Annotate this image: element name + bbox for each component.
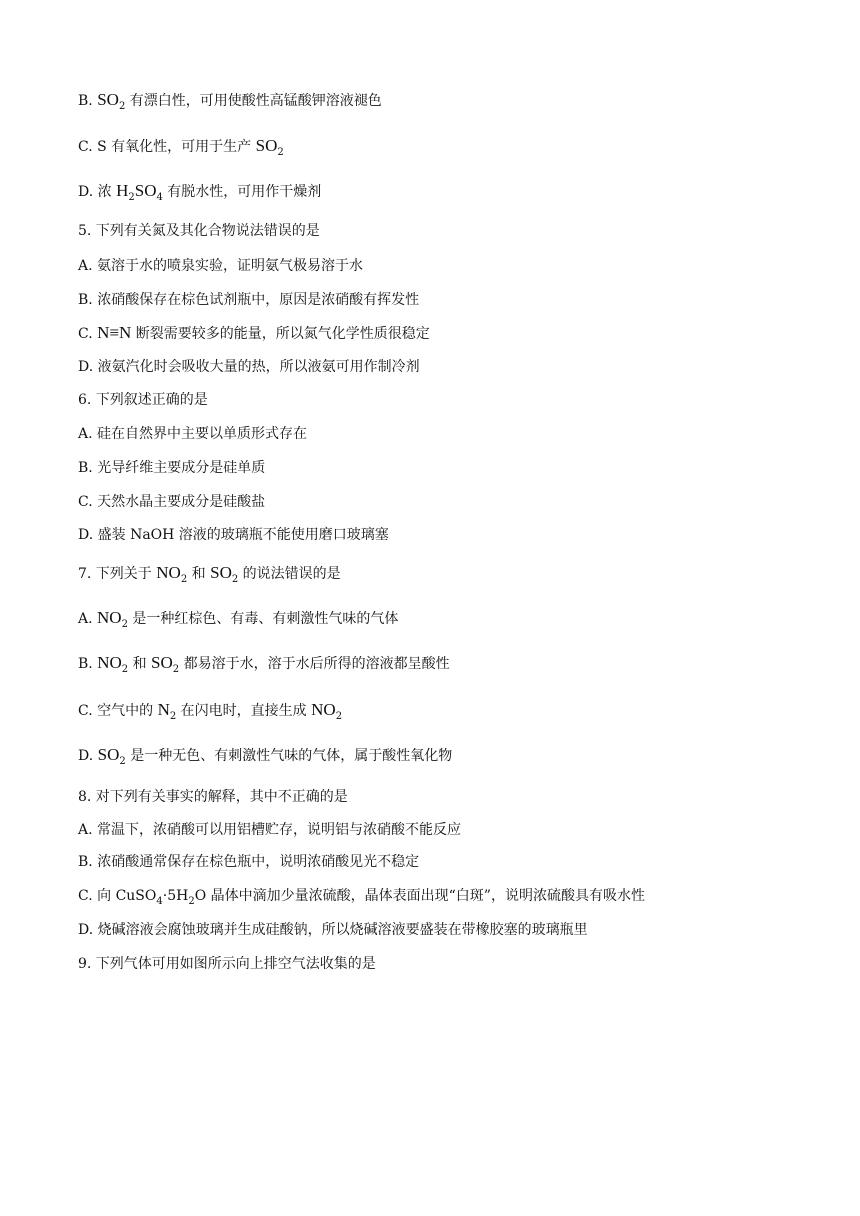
text-segment: 都易溶于水，溶于水后所得的溶液都呈酸性	[179, 656, 450, 672]
option-4c	[78, 136, 284, 157]
formula-text: NO	[97, 653, 122, 672]
formula-text: SO	[97, 745, 120, 764]
text-segment: 9. 下列气体可用如图所示向上排空气法收集的是	[78, 956, 376, 972]
option-6a	[78, 424, 307, 444]
option-8a	[78, 820, 461, 840]
option-5b	[78, 290, 419, 310]
question-9	[78, 954, 376, 974]
subscript: 2	[180, 574, 188, 585]
option-7d	[78, 745, 452, 766]
text-segment: C. 空气中的	[78, 703, 158, 719]
option-6d	[78, 525, 389, 545]
text-segment: 5. 下列有关氮及其化合物说法错误的是	[78, 223, 320, 239]
option-6c	[78, 492, 265, 512]
formula-text: SO	[255, 136, 278, 155]
formula-text: H	[116, 181, 129, 200]
text-segment: B. 光导纤维主要成分是硅单质	[78, 460, 266, 476]
text-segment: 在闪电时，直接生成	[176, 703, 312, 719]
formula-text: SO	[134, 181, 157, 200]
text-segment: C. 向 CuSO	[78, 888, 157, 904]
text-segment: D. 浓	[78, 184, 117, 200]
text-segment: 和	[187, 566, 211, 582]
option-4b	[78, 90, 382, 111]
question-7	[78, 563, 341, 584]
subscript: 2	[231, 574, 239, 585]
subscript: 2	[119, 756, 126, 767]
text-segment: 是一种红棕色、有毒、有刺激性气味的气体	[127, 611, 399, 627]
text-segment: 有漂白性，可用使酸性高锰酸钾溶液褪色	[125, 93, 382, 109]
text-segment: 和	[128, 656, 152, 672]
subscript: 4	[156, 192, 163, 203]
formula-text: SO	[210, 563, 232, 582]
text-segment: A. 氨溶于水的喷泉实验，证明氨气极易溶于水	[78, 258, 364, 274]
text-segment: D. 烧碱溶液会腐蚀玻璃并生成硅酸钠，所以烧碱溶液要盛装在带橡胶塞的玻璃瓶里	[78, 922, 588, 938]
question-8	[78, 787, 348, 807]
text-segment: C. 天然水晶主要成分是硅酸盐	[78, 494, 266, 510]
text-segment: ·5H	[162, 888, 189, 904]
text-segment: O 晶体中滴加少量浓硫酸，晶体表面出现“白斑”，说明浓硫酸具有吸水性	[194, 888, 645, 904]
option-7b	[78, 653, 450, 674]
option-7a	[78, 608, 398, 629]
option-6b	[78, 458, 265, 478]
text-segment: A. 硅在自然界中主要以单质形式存在	[78, 426, 308, 442]
text-segment: C. S 有氧化性，可用于生产	[78, 139, 256, 155]
option-8b	[78, 852, 419, 872]
formula-text: SO	[151, 653, 173, 672]
question-5	[78, 221, 320, 241]
text-segment: 7. 下列关于	[78, 566, 157, 582]
text-segment: B.	[78, 656, 98, 672]
text-segment: 8. 对下列有关事实的解释，其中不正确的是	[78, 789, 348, 805]
text-segment: 有脱水性，可用作干燥剂	[162, 184, 322, 200]
text-segment: B. 浓硝酸通常保存在棕色瓶中，说明浓硝酸见光不稳定	[78, 854, 420, 870]
text-segment: D.	[78, 748, 98, 764]
formula-text: NO	[97, 608, 122, 627]
formula-text: N	[157, 700, 170, 719]
option-5c	[78, 323, 430, 344]
subscript: 4	[156, 896, 163, 907]
subscript: 2	[128, 192, 135, 203]
option-8d	[78, 920, 588, 940]
text-segment: C.	[78, 326, 98, 342]
option-4d	[78, 181, 321, 202]
subscript: 2	[118, 101, 126, 112]
text-segment: B.	[78, 93, 98, 109]
formula-text: NO	[156, 563, 181, 582]
subscript: 2	[169, 711, 177, 722]
formula-text: NO	[311, 700, 336, 719]
text-segment: 断裂需要较多的能量，所以氮气化学性质很稳定	[131, 326, 430, 342]
text-segment: 的说法错误的是	[238, 566, 341, 582]
question-6	[78, 390, 208, 410]
option-5d	[78, 357, 420, 377]
text-segment: B. 浓硝酸保存在棕色试剂瓶中，原因是浓硝酸有挥发性	[78, 292, 420, 308]
option-5a	[78, 256, 363, 276]
text-segment: D. 盛装 NaOH 溶液的玻璃瓶不能使用磨口玻璃塞	[78, 527, 389, 543]
option-8c	[78, 886, 645, 906]
subscript: 2	[277, 147, 284, 158]
text-segment: D. 液氨汽化时会吸收大量的热，所以液氨可用作制冷剂	[78, 359, 420, 375]
formula-text: SO	[97, 90, 119, 109]
subscript: 2	[335, 711, 343, 722]
formula-text: N≡N	[97, 323, 132, 342]
option-7c	[78, 700, 342, 721]
subscript: 2	[172, 664, 180, 675]
subscript: 2	[121, 664, 129, 675]
subscript: 2	[188, 896, 195, 907]
text-segment: A. 常温下，浓硝酸可以用铝槽贮存，说明铝与浓硝酸不能反应	[78, 822, 462, 838]
subscript: 2	[121, 619, 128, 630]
text-segment: A.	[78, 611, 98, 627]
text-segment: 是一种无色、有刺激性气味的气体，属于酸性氧化物	[125, 748, 453, 764]
text-segment: 6. 下列叙述正确的是	[78, 392, 208, 408]
